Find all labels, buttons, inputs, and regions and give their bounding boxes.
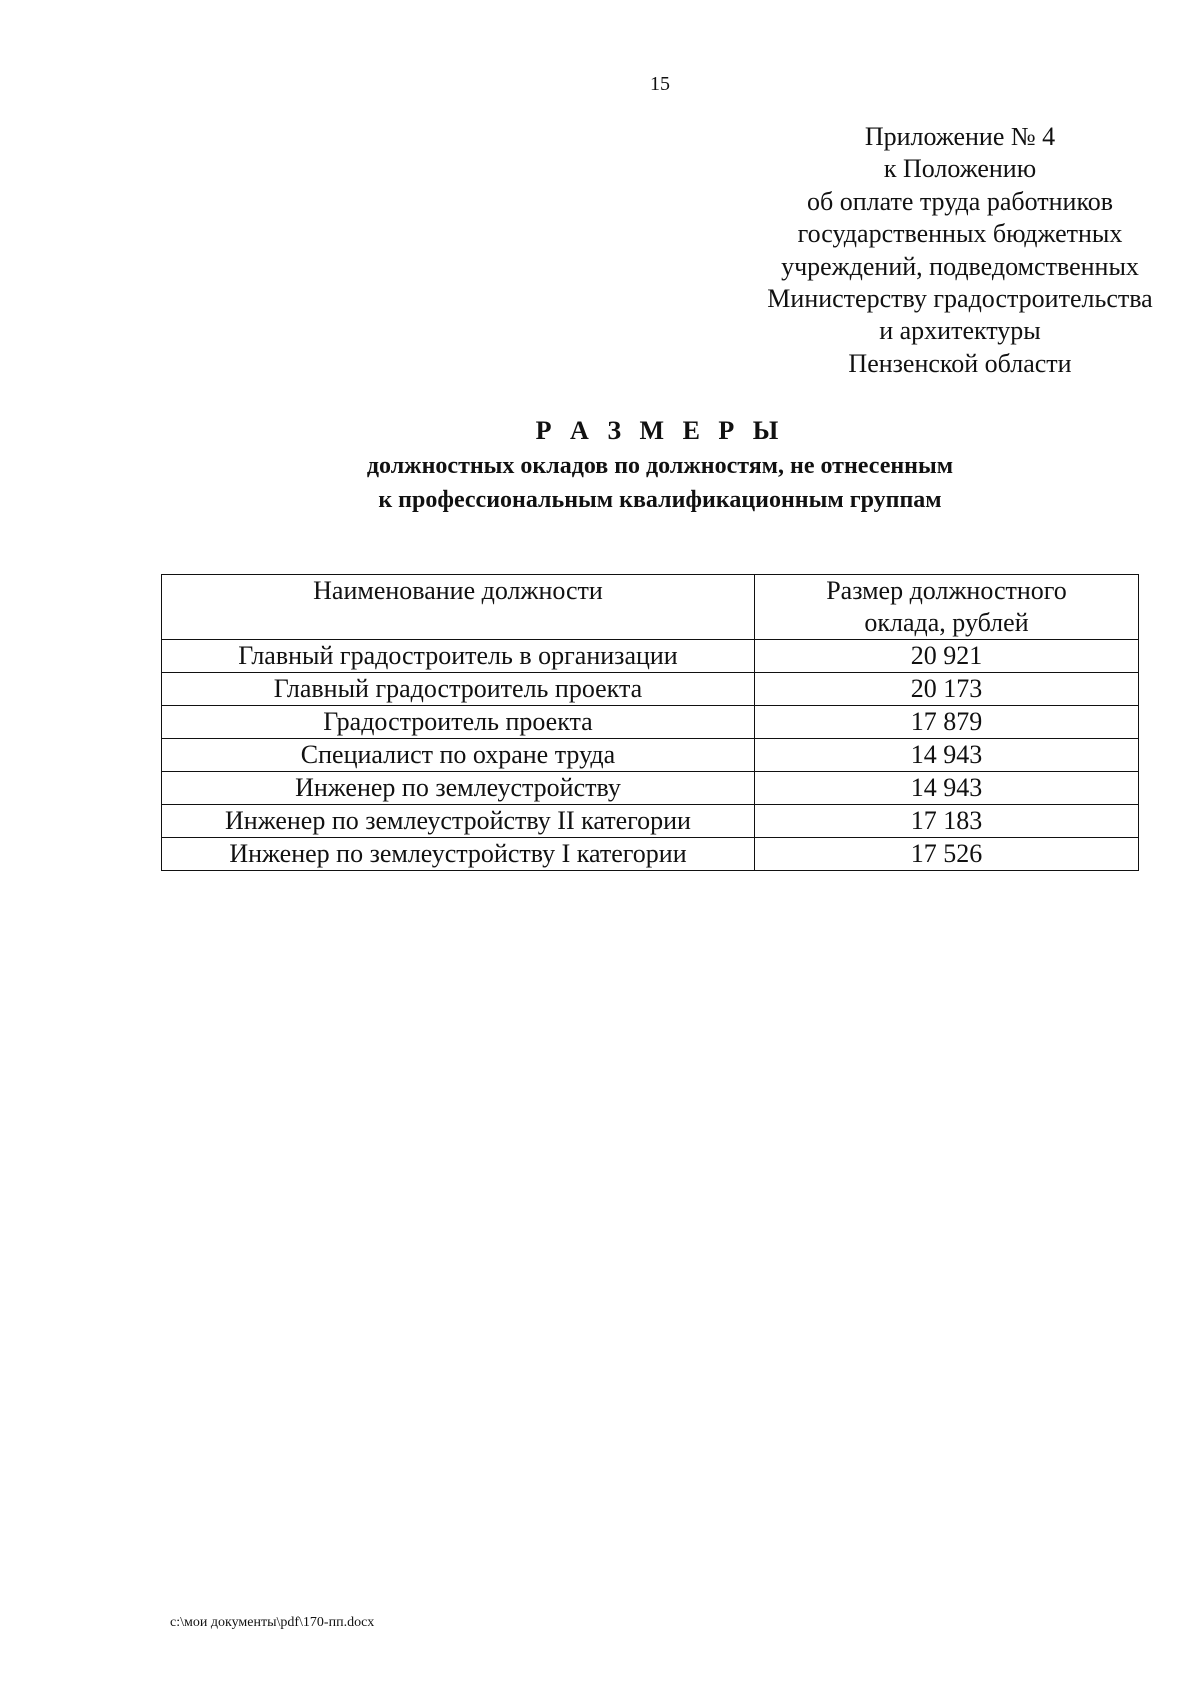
document-title [0, 413, 1200, 517]
header-salary [755, 575, 1139, 640]
table-row [162, 706, 1139, 739]
salary-cell: 17 526 [755, 838, 1139, 871]
salary-cell: 20 173 [755, 673, 1139, 706]
salary-cell: 17 879 [755, 706, 1139, 739]
position-cell: Специалист по охране труда [162, 739, 755, 772]
appendix-line: к Положению [883, 154, 1037, 184]
appendix-header [700, 121, 1200, 380]
header-salary-line: Размер должностного [826, 576, 1067, 605]
appendix-line: об оплате труда работников [806, 186, 1114, 216]
title-subtitle-line: к профессиональным квалификационным группам [378, 487, 942, 513]
table-row [162, 838, 1139, 871]
title-subtitle-line: должностных окладов по должностям, не отнесенным [366, 453, 954, 479]
salary-cell: 20 921 [755, 640, 1139, 673]
footer-file-path: c:\мои документы\pdf\170-пп.docx [170, 1615, 375, 1630]
title-main: Р А З М Е Р Ы [535, 416, 785, 445]
salary-cell: 17 183 [755, 805, 1139, 838]
table-row [162, 772, 1139, 805]
position-cell: Градостроитель проекта [162, 706, 755, 739]
salary-table [161, 574, 1139, 871]
position-cell: Инженер по землеустройству [162, 772, 755, 805]
position-cell: Главный градостроитель проекта [162, 673, 755, 706]
position-cell: Инженер по землеустройству II категории [162, 805, 755, 838]
table-row [162, 673, 1139, 706]
header-salary-line: оклада, рублей [864, 608, 1029, 637]
table-row [162, 640, 1139, 673]
appendix-line: Министерству градостроительства [767, 284, 1153, 314]
appendix-line: и архитектуры [879, 316, 1041, 346]
appendix-line: Пензенской области [848, 348, 1072, 378]
table-row [162, 739, 1139, 772]
appendix-line: государственных бюджетных [797, 219, 1123, 249]
salary-cell: 14 943 [755, 772, 1139, 805]
appendix-line: учреждений, подведомственных [781, 251, 1139, 281]
salary-cell: 14 943 [755, 739, 1139, 772]
page-number: 15 [650, 73, 670, 95]
header-position-name: Наименование должности [162, 575, 755, 640]
table-row [162, 805, 1139, 838]
appendix-line: Приложение № 4 [864, 122, 1056, 151]
table-header-row [162, 575, 1139, 640]
position-cell: Главный градостроитель в организации [162, 640, 755, 673]
position-cell: Инженер по землеустройству I категории [162, 838, 755, 871]
